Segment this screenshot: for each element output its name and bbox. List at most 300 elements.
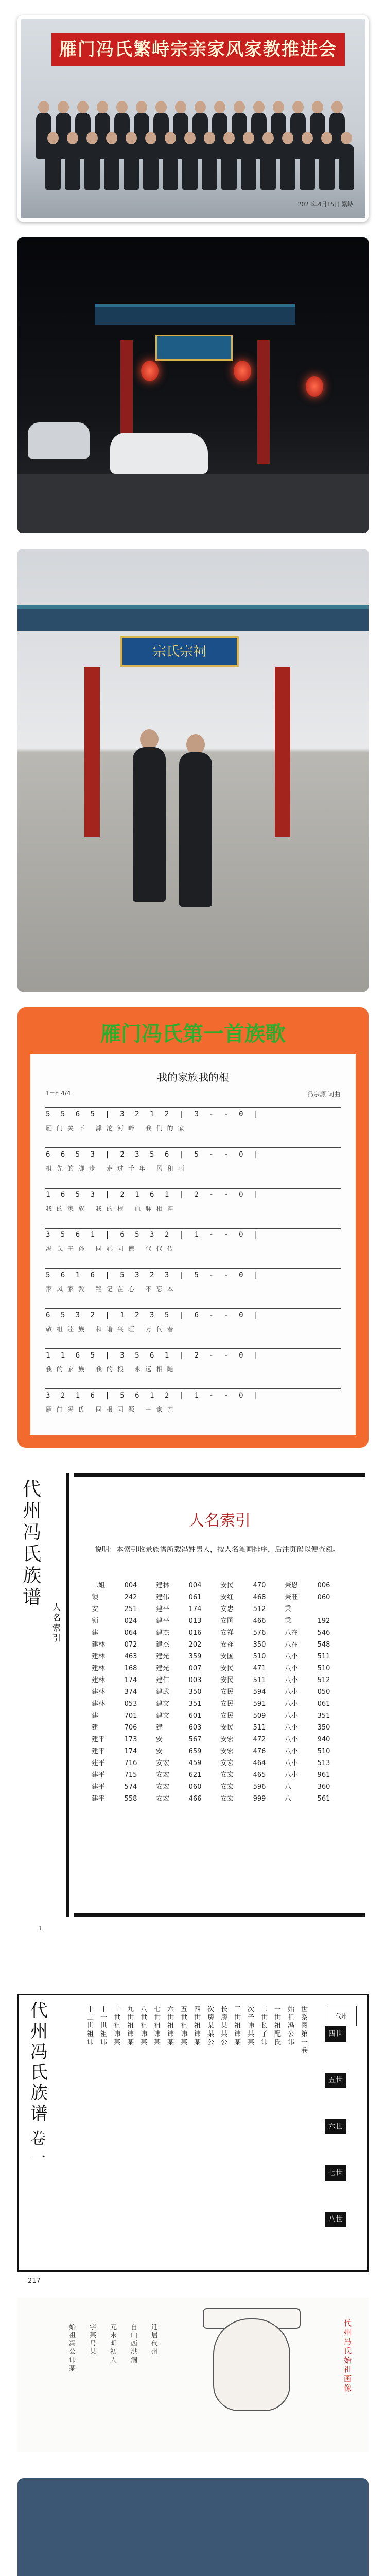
table-cell: 003 <box>188 1676 202 1684</box>
table-cell: 八小 <box>284 1688 298 1696</box>
person-head <box>292 101 304 113</box>
ancestor-portrait-page <box>17 2298 369 2452</box>
staff-line <box>45 1268 341 1269</box>
lyric-line: 我的家族 我的根 血脉相连 <box>46 1205 178 1212</box>
table-cell: 072 <box>124 1641 137 1649</box>
table-cell: 510 <box>317 1665 330 1672</box>
table-row <box>90 1686 347 1698</box>
table-cell: 建仁 <box>155 1676 169 1684</box>
attendees-group <box>31 96 355 194</box>
table-cell: 建平 <box>92 1759 106 1767</box>
table-row <box>90 1639 347 1651</box>
table-cell: 安国 <box>220 1617 234 1625</box>
table-cell: 567 <box>188 1736 202 1743</box>
table-cell: 建林 <box>92 1676 106 1684</box>
attendee <box>143 143 159 190</box>
table-row <box>90 1591 347 1603</box>
person-head <box>204 132 215 144</box>
attendee <box>182 143 198 190</box>
table-cell: 建平 <box>155 1617 169 1625</box>
person-head <box>223 132 235 144</box>
table-row <box>90 1615 347 1627</box>
table-cell: 359 <box>188 1653 202 1660</box>
genealogy-book-cover <box>17 2478 369 2576</box>
lineage-column: 始祖冯公讳 <box>288 2006 295 2046</box>
table-cell: 建林 <box>155 1582 169 1589</box>
table-cell: 064 <box>124 1629 137 1637</box>
table-cell: 596 <box>253 1783 266 1791</box>
table-cell: 351 <box>317 1712 330 1720</box>
attendee <box>84 143 100 190</box>
table-cell: 安宏 <box>155 1783 169 1791</box>
page-number: 217 <box>28 2277 41 2285</box>
table-cell: 八 <box>284 1783 291 1791</box>
notation-line: 1 1 6 5 | 3 5 6 1 | 2 - - 0 | <box>46 1351 261 1360</box>
portrait-note: 始祖冯公讳某 <box>69 2324 76 2372</box>
notation-line: 1 6 5 3 | 2 1 6 1 | 2 - - 0 | <box>46 1191 261 1199</box>
attendee <box>163 143 178 190</box>
table-cell: 050 <box>317 1688 330 1696</box>
person-head <box>273 101 284 113</box>
table-cell: 701 <box>124 1712 137 1720</box>
lineage-column: 二世长子讳 <box>261 2006 268 2046</box>
staff-line <box>45 1388 341 1389</box>
lyric-line: 冯氏子孙 同心同德 代代传 <box>46 1245 178 1252</box>
lineage-column: 十二世祖讳 <box>87 2006 94 2046</box>
table-cell: 八小 <box>284 1748 298 1755</box>
gate-roof <box>17 605 369 631</box>
person-head <box>195 101 206 113</box>
table-cell: 建 <box>155 1724 163 1732</box>
table-cell: 576 <box>253 1629 266 1637</box>
generation-badge: 八世 <box>325 2212 346 2227</box>
standing-man <box>133 747 166 902</box>
lineage-column: 四世祖讳某 <box>194 2006 201 2046</box>
table-cell: 安红 <box>220 1594 234 1601</box>
lineage-column: 八世祖讳某 <box>141 2006 148 2046</box>
lantern-icon <box>141 361 159 381</box>
lyric-line: 雁门冯氏 同根同源 一家亲 <box>46 1406 178 1413</box>
table-cell: 061 <box>188 1594 202 1601</box>
table-cell: 八小 <box>284 1712 298 1720</box>
lyric-line: 我的家族 我的根 永远相随 <box>46 1366 178 1373</box>
table-cell: 建文 <box>155 1712 169 1720</box>
generation-badge: 六世 <box>325 2119 346 2134</box>
spine-title: 代州冯氏族谱 <box>23 1479 42 1608</box>
table-cell: 202 <box>188 1641 202 1649</box>
table-cell: 360 <box>317 1783 330 1791</box>
lineage-columns <box>76 2006 310 2240</box>
gate-pillar <box>84 667 100 837</box>
staff-line <box>45 1348 341 1349</box>
person-head <box>262 132 274 144</box>
table-row <box>90 1745 347 1757</box>
table-cell: 秉旺 <box>284 1594 298 1601</box>
table-cell: 510 <box>253 1653 266 1660</box>
person-head <box>253 101 265 113</box>
table-cell: 八小 <box>284 1771 298 1779</box>
lineage-column: 长房某某公 <box>221 2006 228 2046</box>
table-cell: 建 <box>92 1629 99 1637</box>
table-cell: 秉 <box>284 1617 291 1625</box>
table-cell: 173 <box>124 1736 137 1743</box>
table-row <box>90 1651 347 1663</box>
table-cell: 940 <box>317 1736 330 1743</box>
lineage-column: 次子讳某某 <box>248 2006 255 2046</box>
table-cell: 546 <box>317 1629 330 1637</box>
notation-line: 3 2 1 6 | 5 6 1 2 | 1 - - 0 | <box>46 1392 261 1400</box>
table-cell: 二姐 <box>92 1582 106 1589</box>
index-page-body <box>74 1473 365 1917</box>
song-title: 我的家族我的根 <box>157 1071 229 1083</box>
poster-title: 雁门冯氏第一首族歌 <box>100 1022 286 1046</box>
attendee <box>104 143 119 190</box>
table-cell: 安宏 <box>155 1759 169 1767</box>
person-head <box>165 132 176 144</box>
table-cell: 秉 <box>284 1605 291 1613</box>
person-head <box>145 132 156 144</box>
table-cell: 174 <box>124 1748 137 1755</box>
table-cell: 建林 <box>92 1688 106 1696</box>
lineage-column: 一世祖配氏 <box>274 2006 282 2046</box>
clan-song-poster <box>17 1007 369 1448</box>
ancestral-gate-photo <box>17 549 369 992</box>
table-cell: 八小 <box>284 1759 298 1767</box>
person-head <box>175 101 186 113</box>
volume-label: 卷一 <box>30 2130 46 2167</box>
attendee <box>300 143 315 190</box>
person-head <box>38 101 49 113</box>
page-number: 1 <box>38 1925 42 1932</box>
table-cell: 秉恩 <box>284 1582 298 1589</box>
attendee <box>124 143 139 190</box>
lineage-column: 三世祖讳某 <box>234 2006 241 2046</box>
table-cell: 建林 <box>92 1700 106 1708</box>
attendee <box>280 143 295 190</box>
person-head <box>282 132 293 144</box>
table-row <box>90 1781 347 1793</box>
table-cell: 251 <box>124 1605 137 1613</box>
ancestor-portrait <box>213 2318 290 2411</box>
lineage-column: 十世祖讳某 <box>114 2006 121 2046</box>
table-cell: 174 <box>188 1605 202 1613</box>
person-head <box>77 101 89 113</box>
lineage-column: 七世祖讳某 <box>154 2006 161 2046</box>
spine-title: 代州冯氏族谱 <box>30 2001 48 2124</box>
table-cell: 706 <box>124 1724 137 1732</box>
table-row <box>90 1698 347 1710</box>
table-cell: 建武 <box>155 1688 169 1696</box>
table-cell: 512 <box>317 1676 330 1684</box>
gate-plaque: 宗氏宗祠 <box>120 636 239 667</box>
table-cell: 466 <box>188 1795 202 1803</box>
table-cell: 建杰 <box>155 1629 169 1637</box>
table-cell: 建平 <box>92 1748 106 1755</box>
person-head <box>243 132 254 144</box>
portrait-note: 元末明初人 <box>110 2324 117 2364</box>
attendee <box>202 143 217 190</box>
portrait-title: 代州冯氏始祖画像 <box>344 2318 352 2393</box>
table-cell: 安民 <box>220 1665 234 1672</box>
person-head <box>67 132 78 144</box>
table-cell: 716 <box>124 1759 137 1767</box>
table-cell: 安祥 <box>220 1641 234 1649</box>
table-cell: 463 <box>124 1653 137 1660</box>
table-cell: 安民 <box>220 1582 234 1589</box>
table-cell: 建平 <box>92 1736 106 1743</box>
table-cell: 007 <box>188 1665 202 1672</box>
photo-caption: 2023年4月15日 繁峙 <box>297 201 353 208</box>
table-cell: 安宏 <box>220 1783 234 1791</box>
parked-car <box>110 433 208 474</box>
table-cell: 安宏 <box>220 1736 234 1743</box>
portrait-note: 字某号某 <box>90 2324 97 2356</box>
person-head <box>214 101 225 113</box>
table-cell: 006 <box>317 1582 330 1589</box>
table-cell: 016 <box>188 1629 202 1637</box>
table-cell: 建平 <box>92 1795 106 1803</box>
table-cell: 621 <box>188 1771 202 1779</box>
generation-badge: 四世 <box>325 2026 346 2042</box>
table-cell: 715 <box>124 1771 137 1779</box>
table-cell: 459 <box>188 1759 202 1767</box>
attendee <box>241 143 256 190</box>
table-cell: 013 <box>188 1617 202 1625</box>
table-cell: 安民 <box>220 1724 234 1732</box>
table-cell: 建林 <box>92 1653 106 1660</box>
table-cell: 建林 <box>92 1665 106 1672</box>
ground <box>17 474 369 533</box>
table-cell: 374 <box>124 1688 137 1696</box>
meeting-banner: 雁门冯氏繁峙宗亲家风家教推进会 <box>51 33 345 66</box>
attendee <box>260 143 276 190</box>
table-cell: 060 <box>188 1783 202 1791</box>
person-head <box>97 101 108 113</box>
song-key: 1=E 4/4 <box>46 1090 71 1097</box>
table-row <box>90 1734 347 1745</box>
table-cell: 510 <box>317 1748 330 1755</box>
standing-man <box>179 752 212 907</box>
table-cell: 安民 <box>220 1700 234 1708</box>
table-cell: 351 <box>188 1700 202 1708</box>
table-cell: 601 <box>188 1712 202 1720</box>
table-cell: 168 <box>124 1665 137 1672</box>
person-head <box>321 132 332 144</box>
gate-plaque <box>155 335 233 361</box>
gate-pillar <box>257 340 270 464</box>
staff-line <box>45 1228 341 1229</box>
lineage-column: 十一世祖讳 <box>100 2006 108 2046</box>
notation-line: 5 6 1 6 | 5 3 2 3 | 5 - - 0 | <box>46 1271 261 1279</box>
person-head <box>184 132 196 144</box>
person-head <box>331 101 343 113</box>
table-cell: 471 <box>253 1665 266 1672</box>
table-cell: 511 <box>317 1653 330 1660</box>
person-head <box>58 101 69 113</box>
table-cell: 安 <box>155 1736 163 1743</box>
table-row <box>90 1674 347 1686</box>
notation-line: 6 6 5 3 | 2 3 5 6 | 5 - - 0 | <box>46 1150 261 1159</box>
book-spine <box>17 1473 69 1917</box>
table-cell: 建 <box>92 1724 99 1732</box>
lantern-icon <box>234 361 251 381</box>
notation-line: 5 5 6 5 | 3 2 1 2 | 3 - - 0 | <box>46 1110 261 1118</box>
table-row <box>90 1769 347 1781</box>
table-cell: 安宏 <box>220 1771 234 1779</box>
staff-line <box>45 1188 341 1189</box>
lineage-column: 九世祖讳某 <box>127 2006 134 2046</box>
table-row <box>90 1722 347 1734</box>
table-cell: 511 <box>253 1676 266 1684</box>
attendee <box>339 143 354 190</box>
attendee <box>221 143 237 190</box>
table-cell: 安宏 <box>220 1759 234 1767</box>
table-cell: 242 <box>124 1594 137 1601</box>
staff-line <box>45 1308 341 1309</box>
lyric-line: 敬祖睦族 和谐兴旺 万代春 <box>46 1326 178 1333</box>
table-cell: 八小 <box>284 1700 298 1708</box>
table-row <box>90 1580 347 1591</box>
person-head <box>86 132 98 144</box>
index-intro: 说明：本索引收录族谱所载冯姓男人，按人名笔画排序，后注页码以便查阅。 <box>95 1546 340 1554</box>
table-cell: 350 <box>253 1641 266 1649</box>
portrait-note: 自山西洪洞 <box>131 2324 138 2364</box>
table-cell: 八小 <box>284 1653 298 1660</box>
table-cell: 建文 <box>155 1700 169 1708</box>
person-head <box>312 101 323 113</box>
table-cell: 八在 <box>284 1629 298 1637</box>
table-cell: 安宏 <box>155 1771 169 1779</box>
table-cell: 八在 <box>284 1641 298 1649</box>
lineage-column: 次房某某公 <box>207 2006 215 2046</box>
table-cell: 472 <box>253 1736 266 1743</box>
table-cell: 安宏 <box>155 1795 169 1803</box>
staff-line <box>45 1107 341 1108</box>
table-cell: 561 <box>317 1795 330 1803</box>
lineage-column: 世系图第一卷 <box>301 2006 308 2055</box>
table-cell: 安 <box>155 1748 163 1755</box>
notation-line: 3 5 6 1 | 6 5 3 2 | 1 - - 0 | <box>46 1231 261 1239</box>
table-cell: 468 <box>253 1594 266 1601</box>
parked-car <box>28 422 90 459</box>
table-cell: 350 <box>317 1724 330 1732</box>
table-cell: 八小 <box>284 1724 298 1732</box>
generation-badge: 七世 <box>325 2165 346 2181</box>
table-cell: 192 <box>317 1617 330 1625</box>
lyric-line: 雁门关下 滹沱河畔 我们的家 <box>46 1125 189 1132</box>
table-cell: 594 <box>253 1688 266 1696</box>
table-cell: 安祥 <box>220 1629 234 1637</box>
meeting-photo <box>17 15 369 222</box>
portrait-note: 迁居代州 <box>151 2324 159 2356</box>
table-cell: 安民 <box>220 1712 234 1720</box>
table-cell: 锁 <box>92 1594 99 1601</box>
table-cell: 安忠 <box>220 1605 234 1613</box>
table-cell: 安民 <box>220 1676 234 1684</box>
table-cell: 509 <box>253 1712 266 1720</box>
attendee <box>65 143 80 190</box>
table-cell: 548 <box>317 1641 330 1649</box>
table-cell: 659 <box>188 1748 202 1755</box>
table-cell: 999 <box>253 1795 266 1803</box>
table-cell: 安国 <box>220 1653 234 1660</box>
table-cell: 513 <box>317 1759 330 1767</box>
table-cell: 053 <box>124 1700 137 1708</box>
table-cell: 465 <box>253 1771 266 1779</box>
lyric-line: 家风家教 铭记在心 不忘本 <box>46 1285 178 1293</box>
person-head <box>116 101 128 113</box>
person-head <box>106 132 117 144</box>
table-cell: 060 <box>317 1594 330 1601</box>
table-cell: 024 <box>124 1617 137 1625</box>
table-cell: 八 <box>284 1795 291 1803</box>
person-head <box>155 101 167 113</box>
lineage-page <box>17 1994 369 2272</box>
table-row <box>90 1627 347 1639</box>
table-cell: 八小 <box>284 1665 298 1672</box>
attendee <box>319 143 335 190</box>
person-head <box>341 132 352 144</box>
table-cell: 建平 <box>155 1605 169 1613</box>
lineage-column: 六世祖讳某 <box>167 2006 174 2046</box>
table-cell: 建杰 <box>155 1641 169 1649</box>
person-head <box>126 132 137 144</box>
table-cell: 512 <box>253 1605 266 1613</box>
gate-pillar <box>275 667 290 837</box>
table-cell: 004 <box>188 1582 202 1589</box>
index-table <box>90 1580 347 1805</box>
table-cell: 八小 <box>284 1676 298 1684</box>
table-cell: 470 <box>253 1582 266 1589</box>
table-cell: 建平 <box>92 1783 106 1791</box>
table-cell: 建 <box>92 1712 99 1720</box>
table-cell: 安宏 <box>220 1795 234 1803</box>
table-cell: 558 <box>124 1795 137 1803</box>
night-gate-photo <box>17 237 369 533</box>
table-row <box>90 1757 347 1769</box>
table-cell: 建光 <box>155 1653 169 1660</box>
table-cell: 174 <box>124 1676 137 1684</box>
table-cell: 004 <box>124 1582 137 1589</box>
corner-label: 代州 <box>326 2006 357 2026</box>
table-row <box>90 1663 347 1674</box>
name-index-page <box>17 1473 369 1937</box>
person-head <box>302 132 313 144</box>
table-cell: 安民 <box>220 1688 234 1696</box>
generation-badge: 五世 <box>325 2073 346 2088</box>
index-title: 人名索引 <box>189 1512 251 1530</box>
table-row <box>90 1793 347 1805</box>
table-cell: 建林 <box>92 1641 106 1649</box>
table-cell: 建光 <box>155 1665 169 1672</box>
person-head <box>47 132 59 144</box>
table-row <box>90 1710 347 1722</box>
table-cell: 511 <box>253 1724 266 1732</box>
table-cell: 574 <box>124 1783 137 1791</box>
table-cell: 八小 <box>284 1736 298 1743</box>
table-cell: 061 <box>317 1700 330 1708</box>
song-composer: 冯宗源 词曲 <box>307 1091 340 1098</box>
table-cell: 961 <box>317 1771 330 1779</box>
gate-roof <box>95 304 295 325</box>
table-cell: 建平 <box>92 1771 106 1779</box>
person-head <box>186 734 205 755</box>
table-cell: 建伟 <box>155 1594 169 1601</box>
table-cell: 350 <box>188 1688 202 1696</box>
table-row <box>90 1603 347 1615</box>
person-head <box>140 729 159 750</box>
table-cell: 安宏 <box>220 1748 234 1755</box>
